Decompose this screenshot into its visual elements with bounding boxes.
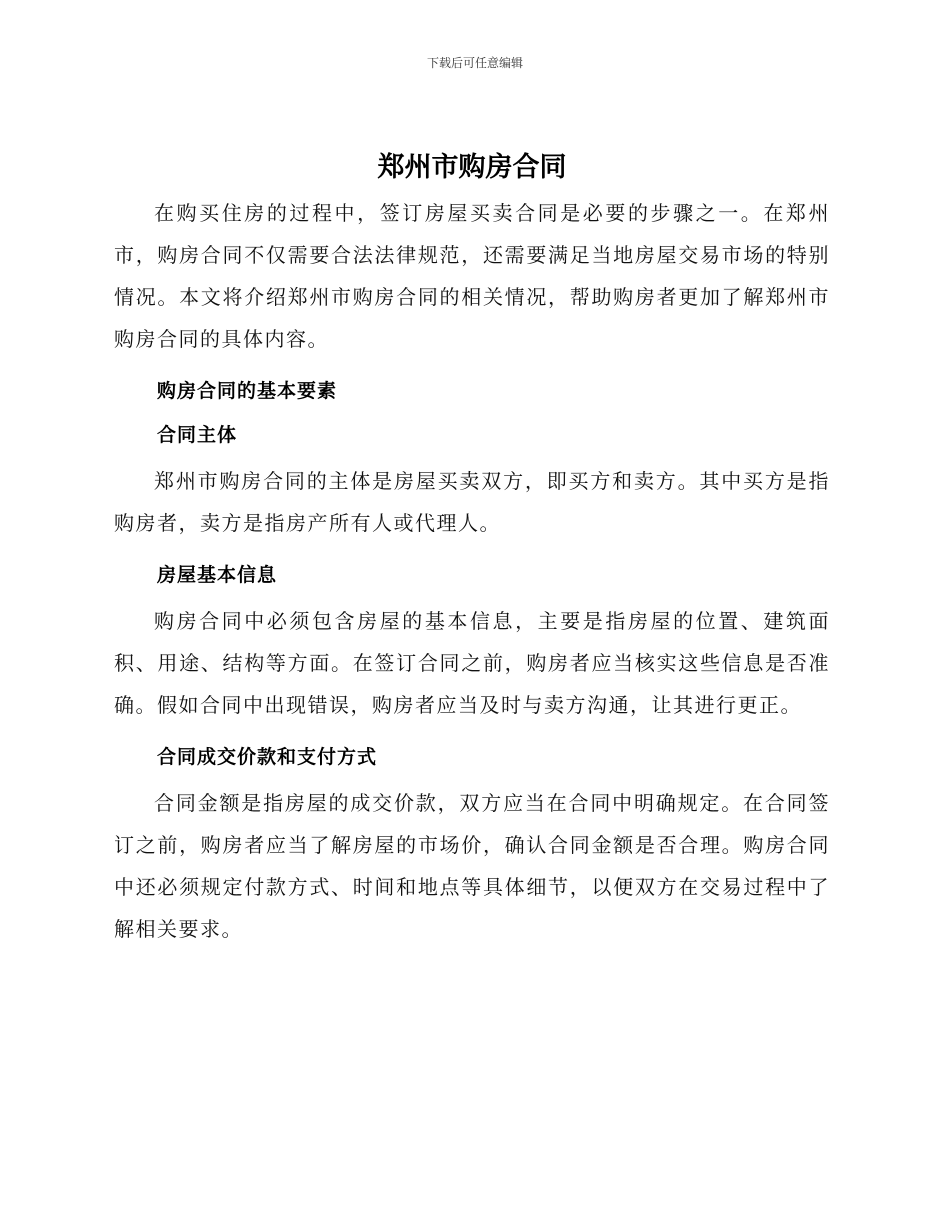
document-title: 郑州市购房合同 xyxy=(377,152,567,183)
page-header-note: 下载后可任意编辑 xyxy=(426,56,523,70)
subsection-heading-price-payment: 合同成交价款和支付方式 xyxy=(157,746,378,768)
section-heading-basic-elements: 购房合同的基本要素 xyxy=(157,380,338,402)
intro-paragraph: 在购买住房的过程中，签订房屋买卖合同是必要的步骤之一。在郑州市，购房合同不仅需要合法法律规范，还需要满足当地房屋交易市场的特别情况。本文将介绍郑州市购房合同的相关情况，帮助购房者更加了解郑州市购房合同的具体内容。 xyxy=(114,201,830,351)
subsection-heading-property-info: 房屋基本信息 xyxy=(157,564,278,586)
contract-parties-paragraph: 郑州市购房合同的主体是房屋买卖双方，即买方和卖方。其中买方是指购房者，卖方是指房产所有人或代理人。 xyxy=(114,469,830,535)
subsection-heading-contract-parties: 合同主体 xyxy=(157,424,238,446)
document-body xyxy=(114,148,830,950)
property-info-paragraph: 购房合同中必须包含房屋的基本信息，主要是指房屋的位置、建筑面积、用途、结构等方面。在签订合同之前，购房者应当核实这些信息是否准确。假如合同中出现错误，购房者应当及时与卖方沟通，让其进行更正。 xyxy=(114,609,830,717)
price-payment-paragraph: 合同金额是指房屋的成交价款，双方应当在合同中明确规定。在合同签订之前，购房者应当了解房屋的市场价，确认合同金额是否合理。购房合同中还必须规定付款方式、时间和地点等具体细节，以便双方在交易过程中了解相关要求。 xyxy=(114,791,830,941)
